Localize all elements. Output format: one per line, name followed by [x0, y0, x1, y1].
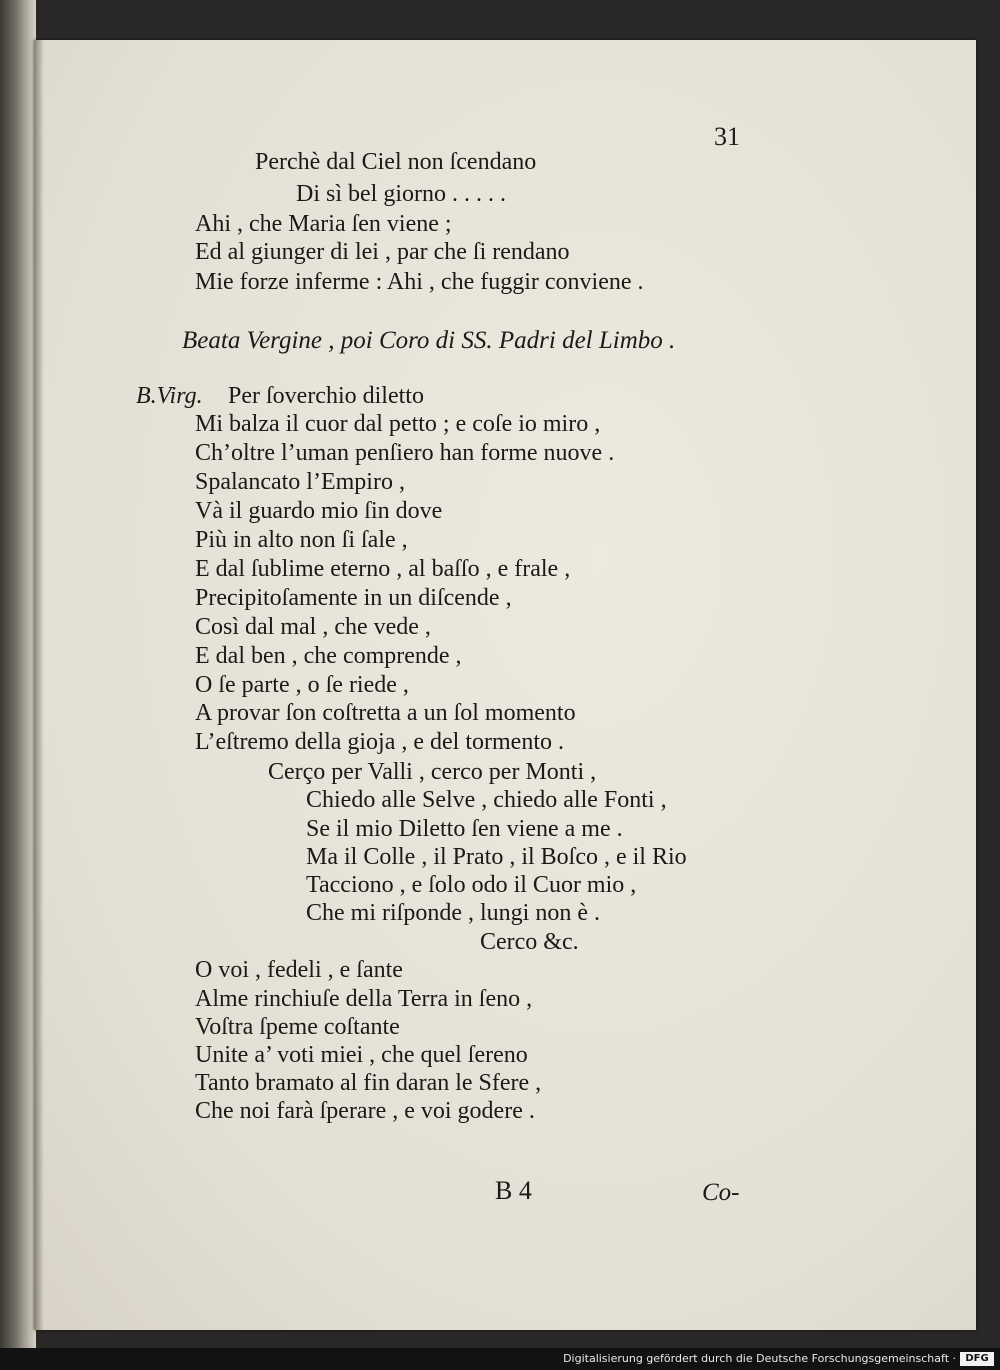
verse-line: Ch’oltre l’uman penſiero han forme nuove .	[195, 440, 615, 466]
verse-line: Mi balza il cuor dal petto ; e coſe io miro ,	[195, 411, 601, 437]
catchword: Co-	[702, 1179, 740, 1206]
dfg-logo: DFG	[960, 1352, 994, 1366]
song-line: Tacciono , e ſolo odo il Cuor mio ,	[306, 872, 637, 898]
song-line: Ma il Colle , il Prato , il Boſco , e il Rio	[306, 844, 687, 870]
verse-line: Di sì bel giorno . . . . .	[296, 181, 506, 207]
song-line: Cerço per Valli , cerco per Monti ,	[268, 759, 597, 785]
verse-line: O voi , fedeli , e ſante	[195, 957, 403, 983]
song-line: Chiedo alle Selve , chiedo alle Fonti ,	[306, 787, 667, 813]
verse-line: E dal ſublime eterno , al baſſo , e frale ,	[195, 556, 571, 582]
verse-line: L’eſtremo della gioja , e del tormento .	[195, 729, 564, 755]
verse-line: Per ſoverchio diletto	[228, 383, 424, 409]
verse-line: Più in alto non ſi ſale ,	[195, 527, 408, 553]
verse-line: Precipitoſamente in un diſcende ,	[195, 585, 512, 611]
verse-line: E dal ben , che comprende ,	[195, 643, 462, 669]
signature-mark: B 4	[495, 1176, 532, 1205]
verse-line: Che noi farà ſperare , e voi godere .	[195, 1098, 535, 1124]
verse-line: Unite a’ voti miei , che quel ſereno	[195, 1042, 528, 1068]
verse-line: A provar ſon coſtretta a un ſol momento	[195, 700, 576, 726]
refrain-cue: Cerco &c.	[480, 929, 579, 955]
verse-line: O ſe parte , o ſe riede ,	[195, 672, 409, 698]
speaker-label: B.Virg.	[136, 383, 203, 409]
verse-line: Voſtra ſpeme coſtante	[195, 1014, 400, 1040]
verse-line: Perchè dal Ciel non ſcendano	[255, 149, 537, 175]
verse-line: Và il guardo mio ſin dove	[195, 498, 443, 524]
verse-line: Così dal mal , che vede ,	[195, 614, 431, 640]
page-number: 31	[714, 122, 740, 151]
verse-line: Tanto bramato al fin daran le Sfere ,	[195, 1070, 542, 1096]
verse-line: Alme rinchiuſe della Terra in ſeno ,	[195, 986, 533, 1012]
song-line: Se il mio Diletto ſen viene a me .	[306, 816, 623, 842]
song-line: Che mi riſponde , lungi non è .	[306, 900, 600, 926]
digitization-footer	[0, 1348, 1000, 1370]
footer-credit: Digitalisierung gefördert durch die Deutsche Forschungsgemeinschaft ·	[563, 1352, 956, 1365]
verse-line: Ed al giunger di lei , par che ſi rendano	[195, 239, 570, 265]
page-edge	[0, 0, 36, 1348]
scene-heading: Beata Vergine , poi Coro di SS. Padri del Limbo .	[182, 327, 676, 354]
page-fold-shadow	[34, 40, 44, 1330]
book-page	[34, 40, 976, 1330]
verse-line: Ahi , che Maria ſen viene ;	[195, 211, 452, 237]
verse-line: Mie forze inferme : Ahi , che fuggir conviene .	[195, 269, 644, 295]
verse-line: Spalancato l’Empiro ,	[195, 469, 405, 495]
